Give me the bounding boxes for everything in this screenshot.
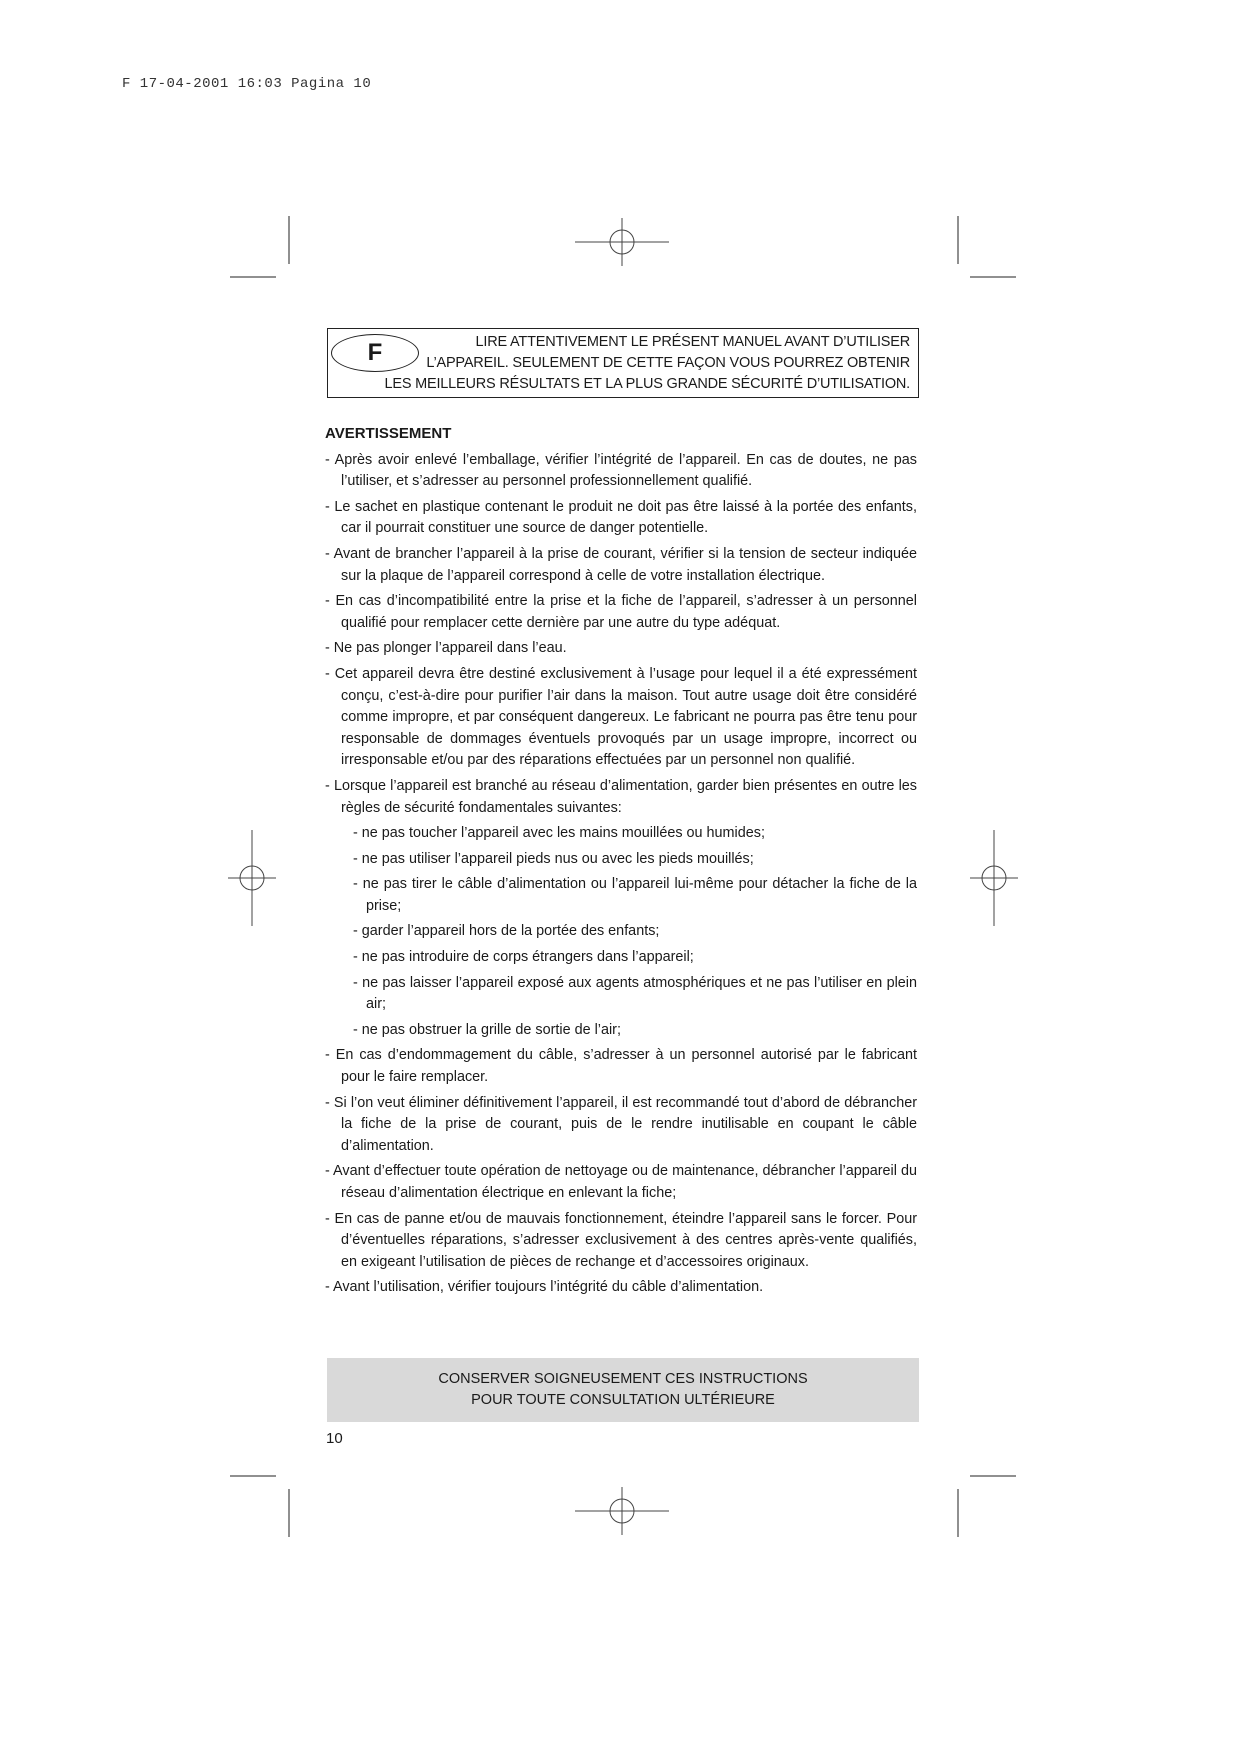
warning-item: - Avant l’utilisation, vérifier toujours l’intégrité du câble d’alimentation. (325, 1279, 764, 1296)
print-slug: F 17-04-2001 16:03 Pagina 10 (122, 76, 372, 92)
warning-item: - Lorsque l’appareil est branché au réseau d’alimentation, garder bien présentes en outre les règles de sécurité fondamentales suivantes: (325, 777, 917, 816)
warning-item: - Après avoir enlevé l’emballage, vérifier l’intégrité de l’appareil. En cas de doutes, ne pas l’utiliser, et s’adresser au personnel professionnellement qualifié. (325, 451, 917, 490)
warning-item: - Avant d’effectuer toute opération de nettoyage ou de maintenance, débrancher l’appareil du réseau d’alimentation électrique en enlevant la fiche; (325, 1163, 917, 1201)
registration-mark-bottom (575, 1487, 669, 1535)
safety-rule: - ne pas tirer le câble d’alimentation ou l’appareil lui-même pour détacher la fiche de la prise; (353, 876, 917, 914)
safety-rule: - ne pas introduire de corps étrangers dans l’appareil; (353, 949, 694, 966)
registration-mark-right (970, 830, 1018, 926)
warning-item: - Si l’on veut éliminer définitivement l’appareil, il est recommandé tout d’abord de débrancher la fiche de la prise de courant, puis de le rendre inutilisable en coupant le câble d’alimentation. (325, 1094, 917, 1154)
language-badge: F (331, 334, 419, 372)
registration-mark-top (575, 218, 669, 266)
warning-item: - Avant de brancher l’appareil à la prise de courant, vérifier si la tension de secteur indiquée sur la plaque de l’appareil correspond à celle de votre installation électrique. (325, 545, 917, 584)
safety-rule: - ne pas obstruer la grille de sortie de l’air; (353, 1021, 621, 1038)
warning-item: - En cas de panne et/ou de mauvais fonctionnement, éteindre l’appareil sans le forcer. Pour d’éventuelles réparations, s’adresser exclusivement à des centres après-vente qualifiés, en exigeant l’utilisation de pièces de rechange et d’accessoires originaux. (325, 1210, 917, 1270)
safety-rule: - ne pas laisser l’appareil exposé aux agents atmosphériques et ne pas l’utiliser en plein air; (353, 974, 917, 1013)
warning-item: - Le sachet en plastique contenant le produit ne doit pas être laissé à la portée des enfants, car il pourrait constituer une source de danger potentielle. (325, 498, 917, 537)
safety-rule: - garder l’appareil hors de la portée des enfants; (353, 923, 660, 940)
notice-line: LIRE ATTENTIVEMENT LE PRÉSENT MANUEL AVANT D’UTILISER (475, 334, 910, 350)
registration-mark-left (228, 830, 276, 926)
banner-line: POUR TOUTE CONSULTATION ULTÉRIEURE (471, 1392, 775, 1408)
warning-item: - Ne pas plonger l’appareil dans l’eau. (325, 640, 567, 657)
safety-rule: - ne pas toucher l’appareil avec les mains mouillées ou humides; (353, 825, 765, 842)
warning-item: - Cet appareil devra être destiné exclusivement à l’usage pour lequel il a été expressément conçu, c’est-à-dire pour purifier l’air dans la maison. Tout autre usage doit être considéré comme impropre, et par conséquent dangereux. Le fabricant ne pourra pas être tenu pour responsable de dommages éventuels provoqués par un usage impropre, incorrect ou irresponsable et/ou par des réparations effectuées par un personnel non qualifié. (325, 665, 917, 769)
notice-box (327, 328, 919, 398)
section-title: AVERTISSEMENT (325, 425, 452, 442)
page-number: 10 (326, 1430, 343, 1447)
notice-line: L’APPAREIL. SEULEMENT DE CETTE FAÇON VOUS POURREZ OBTENIR (426, 355, 910, 371)
warnings-section (325, 423, 917, 1303)
safety-rule: - ne pas utiliser l’appareil pieds nus ou avec les pieds mouillés; (353, 850, 754, 867)
banner-line: CONSERVER SOIGNEUSEMENT CES INSTRUCTIONS (438, 1371, 808, 1387)
warning-item: - En cas d’endommagement du câble, s’adresser à un personnel autorisé par le fabricant pour le faire remplacer. (325, 1047, 917, 1086)
notice-line: LES MEILLEURS RÉSULTATS ET LA PLUS GRANDE SÉCURITÉ D’UTILISATION. (384, 376, 910, 392)
notice-text (368, 332, 910, 395)
keep-instructions-banner (327, 1358, 919, 1422)
warning-item: - En cas d’incompatibilité entre la prise et la fiche de l’appareil, s’adresser à un personnel qualifié pour remplacer cette dernière par une autre du type adéquat. (325, 593, 917, 631)
